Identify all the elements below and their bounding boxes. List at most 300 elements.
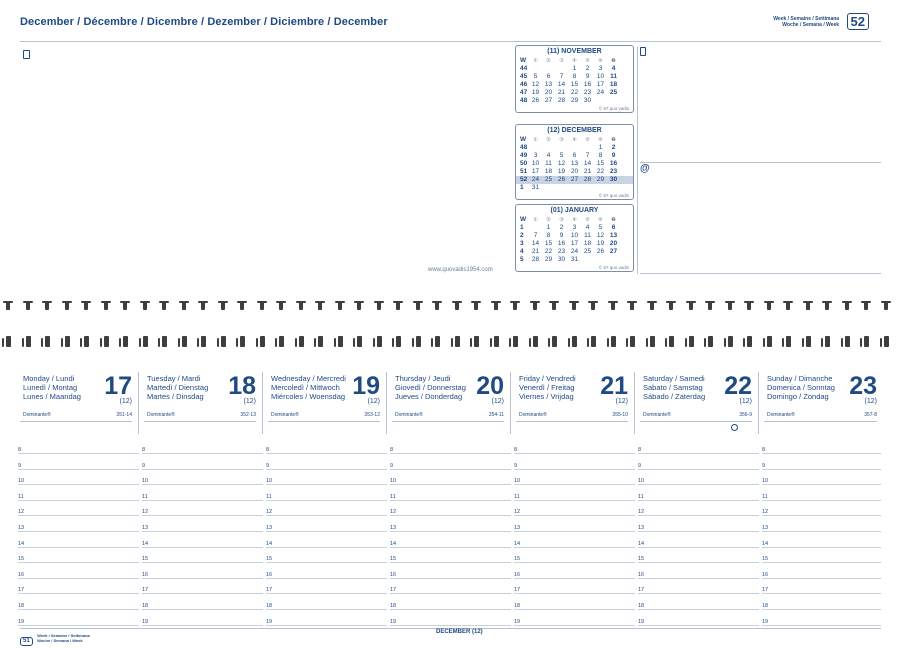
- day-names: [23, 374, 81, 401]
- hour-line[interactable]: [18, 578, 139, 579]
- hour-label: 19: [762, 618, 769, 625]
- mini-calendar-day: 13: [544, 81, 553, 88]
- mini-calendar-day: 28: [557, 97, 566, 104]
- hour-line[interactable]: [142, 515, 263, 516]
- hour-line[interactable]: [18, 531, 139, 532]
- mini-calendar-day: 8: [546, 232, 551, 239]
- mini-calendar-day: 5: [598, 224, 603, 231]
- mini-calendar-day: 25: [544, 176, 553, 183]
- mini-calendar-day: [542, 65, 555, 73]
- hour-line[interactable]: [638, 469, 759, 470]
- hour-line[interactable]: [390, 578, 511, 579]
- spiral-ring: [864, 302, 868, 310]
- hour-label: 12: [514, 509, 521, 516]
- spiral-ring: [26, 336, 31, 347]
- spiral-ring: [510, 301, 520, 303]
- mini-calendar-header-cell: ⑥: [598, 217, 603, 223]
- mini-calendar-week-number: 49: [520, 152, 528, 159]
- spiral-ring: [81, 301, 91, 303]
- hour-line[interactable]: [762, 593, 881, 594]
- mini-calendar-day: [542, 144, 555, 152]
- spiral-ring: [611, 302, 615, 310]
- hour-label: 8: [762, 447, 766, 453]
- spiral-ring: [627, 301, 637, 303]
- hour-line[interactable]: [142, 484, 263, 485]
- spiral-ring: [630, 336, 635, 347]
- hour-line[interactable]: [638, 515, 759, 516]
- hour-line[interactable]: [638, 578, 759, 579]
- mini-calendar-day: 17: [531, 168, 540, 175]
- spiral-ring: [845, 336, 850, 347]
- hour-line[interactable]: [142, 500, 263, 501]
- hour-line[interactable]: [762, 562, 881, 563]
- mini-calendar-day: 29: [544, 256, 553, 263]
- hour-line[interactable]: [18, 625, 139, 626]
- hour-line[interactable]: [266, 500, 387, 501]
- hour-label: 19: [266, 618, 273, 625]
- hour-line[interactable]: [638, 531, 759, 532]
- mini-calendar-day: 13: [570, 160, 579, 167]
- hour-line[interactable]: [514, 453, 635, 454]
- mini-calendar-week-number: 4: [520, 248, 524, 255]
- spiral-ring: [275, 338, 277, 347]
- hour-line[interactable]: [266, 469, 387, 470]
- mini-calendar-day: 25: [609, 89, 618, 96]
- hour-line[interactable]: [266, 593, 387, 594]
- day-number: 19: [352, 372, 380, 400]
- hour-line[interactable]: [18, 593, 139, 594]
- day-number: 18: [228, 372, 256, 400]
- day-header-divider: [764, 421, 877, 422]
- mini-calendar-day: 25: [583, 248, 592, 255]
- spiral-ring: [240, 302, 244, 310]
- day-header-divider: [144, 421, 256, 422]
- spiral-ring: [295, 338, 297, 347]
- hour-line[interactable]: [266, 484, 387, 485]
- hour-line[interactable]: [142, 578, 263, 579]
- spiral-ring: [45, 336, 50, 347]
- spiral-ring: [548, 338, 550, 347]
- mini-calendar-day: [529, 65, 542, 73]
- mini-calendar-day: 11: [610, 73, 617, 80]
- spiral-ring: [22, 338, 24, 347]
- spiral-ring: [201, 302, 205, 310]
- hour-label: 16: [762, 571, 769, 578]
- hour-line[interactable]: [514, 531, 635, 532]
- hour-line[interactable]: [390, 484, 511, 485]
- hour-label: 19: [18, 618, 25, 625]
- mini-calendar-header: [516, 216, 633, 224]
- spiral-ring: [318, 336, 323, 347]
- spiral-ring: [806, 336, 811, 347]
- spiral-ring: [6, 302, 10, 310]
- phone-notes-line: [640, 162, 881, 163]
- hour-line[interactable]: [514, 484, 635, 485]
- day-name-line: Lunedì / Montag: [23, 383, 78, 392]
- mini-calendar-day: [529, 224, 542, 232]
- spiral-ring: [705, 301, 715, 303]
- hour-label: 15: [638, 556, 645, 563]
- day-name-line: Martes / Dinsdag: [147, 392, 204, 401]
- spiral-ring: [178, 338, 180, 347]
- hour-label: 14: [142, 540, 149, 547]
- hour-label: 10: [762, 478, 769, 485]
- spiral-ring: [646, 338, 648, 347]
- mini-calendar-title: (11) NOVEMBER: [547, 48, 602, 55]
- hour-line[interactable]: [390, 515, 511, 516]
- hour-line[interactable]: [390, 625, 511, 626]
- mini-calendar-day: 18: [544, 168, 553, 175]
- hour-line[interactable]: [266, 609, 387, 610]
- hour-line[interactable]: [18, 500, 139, 501]
- mini-calendar-day: [555, 65, 568, 73]
- spiral-ring: [806, 302, 810, 310]
- week-label-line2: Woche / Semana / Week: [782, 21, 840, 28]
- spiral-ring: [26, 302, 30, 310]
- dominante-label: Dominante®: [519, 412, 547, 418]
- hour-line[interactable]: [390, 500, 511, 501]
- spiral-ring: [708, 336, 713, 347]
- mini-calendar-day: [555, 184, 568, 192]
- spiral-ring: [374, 301, 384, 303]
- hour-line[interactable]: [142, 625, 263, 626]
- hour-line[interactable]: [390, 531, 511, 532]
- hour-line[interactable]: [514, 500, 635, 501]
- week-number: 52: [847, 13, 869, 30]
- hour-line[interactable]: [18, 609, 139, 610]
- spiral-ring: [782, 338, 784, 347]
- spiral-ring: [198, 301, 208, 303]
- week-indicator: [773, 13, 869, 31]
- hour-line[interactable]: [514, 609, 635, 610]
- mini-calendar-day: 5: [559, 152, 564, 159]
- hour-label: 11: [390, 493, 396, 500]
- spiral-ring: [689, 302, 693, 310]
- spiral-ring: [587, 338, 589, 347]
- mini-calendar-day: 16: [557, 240, 566, 247]
- hour-line[interactable]: [638, 593, 759, 594]
- dominante-label: Dominante®: [147, 412, 175, 418]
- hour-line[interactable]: [142, 593, 263, 594]
- dominante-label: Dominante®: [395, 412, 423, 418]
- hour-line[interactable]: [762, 453, 881, 454]
- hour-label: 10: [390, 478, 397, 485]
- hour-line[interactable]: [514, 578, 635, 579]
- hour-line[interactable]: [142, 469, 263, 470]
- mini-calendar-day: 15: [570, 81, 579, 88]
- mini-calendar-week-number: 45: [520, 73, 528, 80]
- mini-calendar-footer: © 67 quo vadis: [598, 106, 629, 111]
- hour-label: 9: [762, 462, 766, 469]
- mini-calendar-week-row: [516, 152, 633, 160]
- spiral-ring: [533, 336, 538, 347]
- hour-line[interactable]: [390, 453, 511, 454]
- spiral-ring: [377, 336, 382, 347]
- hour-line[interactable]: [638, 562, 759, 563]
- spiral-ring: [299, 336, 304, 347]
- mini-calendar-day: 14: [557, 81, 566, 88]
- mini-calendar-day: 19: [531, 89, 540, 96]
- spiral-ring: [708, 302, 712, 310]
- day-header-17: [20, 372, 139, 434]
- hour-line[interactable]: [142, 547, 263, 548]
- hour-line[interactable]: [638, 453, 759, 454]
- spiral-ring: [451, 338, 453, 347]
- hour-line[interactable]: [266, 578, 387, 579]
- spiral-ring: [357, 336, 362, 347]
- hour-line[interactable]: [514, 515, 635, 516]
- spiral-ring: [533, 302, 537, 310]
- spiral-ring: [104, 302, 108, 310]
- hour-line[interactable]: [762, 547, 881, 548]
- spiral-ring: [182, 336, 187, 347]
- spiral-ring: [884, 336, 889, 347]
- contact-divider: [637, 47, 638, 274]
- mini-calendar-day: 18: [583, 240, 592, 247]
- hour-line[interactable]: [638, 500, 759, 501]
- mini-calendar-week-row: [516, 73, 633, 81]
- hour-line[interactable]: [18, 547, 139, 548]
- spiral-ring: [2, 338, 4, 347]
- mini-calendar-week-number: 48: [520, 97, 528, 104]
- hour-line[interactable]: [638, 609, 759, 610]
- spiral-ring: [474, 302, 478, 310]
- spiral-ring: [240, 336, 245, 347]
- hour-line[interactable]: [18, 453, 139, 454]
- hour-line[interactable]: [762, 609, 881, 610]
- hour-label: 11: [514, 493, 520, 500]
- mini-calendar-day: 11: [584, 232, 591, 239]
- mini-calendar-day: 8: [572, 73, 577, 80]
- hour-line[interactable]: [762, 469, 881, 470]
- hour-line[interactable]: [142, 453, 263, 454]
- spiral-ring: [100, 338, 102, 347]
- hour-line[interactable]: [514, 469, 635, 470]
- day-name-line: Sábado / Zaterdag: [643, 392, 706, 401]
- hour-line[interactable]: [18, 484, 139, 485]
- hour-line[interactable]: [390, 593, 511, 594]
- day-of-year-code: 353-12: [364, 412, 380, 418]
- spiral-ring: [607, 338, 609, 347]
- hour-line[interactable]: [390, 609, 511, 610]
- spiral-ring: [552, 336, 557, 347]
- hour-line[interactable]: [266, 547, 387, 548]
- website-text: www.quovadis1954.com: [428, 267, 493, 273]
- hour-line[interactable]: [266, 531, 387, 532]
- mini-calendar-day: 3: [598, 65, 603, 72]
- mini-calendar-title: (12) DECEMBER: [547, 127, 602, 134]
- hour-label: 12: [762, 509, 769, 516]
- spiral-ring: [412, 338, 414, 347]
- spiral-ring: [396, 336, 401, 347]
- hour-line[interactable]: [266, 625, 387, 626]
- hour-line[interactable]: [18, 469, 139, 470]
- hour-line[interactable]: [142, 531, 263, 532]
- hour-label: 17: [762, 587, 769, 594]
- spiral-ring: [669, 336, 674, 347]
- mini-calendar-day: 16: [583, 81, 592, 88]
- spiral-ring: [861, 301, 871, 303]
- mini-calendar-day: 12: [596, 232, 605, 239]
- spiral-ring: [825, 302, 829, 310]
- hour-line[interactable]: [762, 515, 881, 516]
- hour-line[interactable]: [266, 515, 387, 516]
- mini-calendar-day: [581, 256, 594, 264]
- day-name-line: Miércoles / Woensdag: [271, 392, 346, 401]
- hour-label: 17: [390, 587, 397, 594]
- mini-calendar-day: 8: [598, 152, 603, 159]
- spiral-ring: [455, 336, 460, 347]
- spiral-ring: [821, 338, 823, 347]
- day-name-line: Domingo / Zondag: [767, 392, 829, 401]
- hour-label: 10: [142, 478, 149, 485]
- hour-line[interactable]: [762, 500, 881, 501]
- day-header-23: [764, 372, 883, 434]
- hour-label: 12: [142, 509, 149, 516]
- hour-line[interactable]: [390, 469, 511, 470]
- day-header-divider: [640, 421, 752, 422]
- mini-calendar: [515, 204, 634, 272]
- mini-calendar-week-number: 5: [520, 256, 524, 263]
- mini-calendar-day: 28: [531, 256, 540, 263]
- spiral-ring: [588, 301, 598, 303]
- mini-calendar-day: 19: [557, 168, 566, 175]
- spiral-ring: [665, 338, 667, 347]
- spiral-ring: [123, 302, 127, 310]
- spiral-ring: [392, 338, 394, 347]
- hour-label: 14: [390, 540, 397, 547]
- mini-calendar-header-cell: ❼: [611, 217, 616, 223]
- day-of-year-code: 351-14: [116, 412, 132, 418]
- spiral-ring: [65, 302, 69, 310]
- hour-line[interactable]: [514, 593, 635, 594]
- hour-label: 14: [18, 540, 25, 547]
- hour-label: 16: [638, 571, 645, 578]
- hour-line[interactable]: [762, 484, 881, 485]
- hour-line[interactable]: [142, 609, 263, 610]
- spiral-ring: [822, 301, 832, 303]
- mini-calendar-day: 15: [596, 160, 605, 167]
- mini-calendar-day: 11: [545, 160, 552, 167]
- mini-calendar-day: 10: [531, 160, 540, 167]
- day-number: 21: [600, 372, 628, 400]
- hour-line[interactable]: [390, 562, 511, 563]
- mini-calendar-day: 6: [611, 224, 616, 231]
- spiral-ring: [123, 336, 128, 347]
- hour-label: 11: [266, 493, 272, 500]
- spiral-ring: [669, 302, 673, 310]
- hour-line[interactable]: [638, 547, 759, 548]
- hour-label: 12: [638, 509, 645, 516]
- hour-label: 14: [638, 540, 645, 547]
- spiral-ring: [786, 336, 791, 347]
- hour-label: 18: [266, 603, 273, 609]
- mini-calendar-day: [568, 184, 581, 192]
- footer-week-number: 51: [20, 637, 33, 646]
- mini-calendar-title: (01) JANUARY: [550, 207, 599, 214]
- hour-line[interactable]: [390, 547, 511, 548]
- mini-calendar-day: 9: [585, 73, 590, 80]
- mini-calendar-day: 12: [531, 81, 540, 88]
- spiral-ring: [435, 336, 440, 347]
- spiral-binding-bottom: [0, 334, 901, 348]
- mini-calendar-week-number: 47: [520, 89, 528, 96]
- hour-label: 9: [390, 462, 394, 469]
- mini-calendar-day: 30: [583, 97, 592, 104]
- spiral-ring: [413, 301, 423, 303]
- mini-calendar-day: 26: [557, 176, 566, 183]
- mini-calendar: [515, 45, 634, 113]
- hour-line[interactable]: [266, 562, 387, 563]
- hour-line[interactable]: [638, 625, 759, 626]
- spiral-ring: [650, 336, 655, 347]
- mini-calendar-week-row: [516, 256, 633, 264]
- spiral-ring: [491, 301, 501, 303]
- hour-line[interactable]: [514, 547, 635, 548]
- hour-line[interactable]: [762, 531, 881, 532]
- moon-phase-icon: [731, 424, 738, 431]
- spiral-ring: [3, 301, 13, 303]
- spiral-ring: [884, 302, 888, 310]
- spiral-ring: [260, 302, 264, 310]
- hour-label: 15: [266, 556, 273, 563]
- hour-line[interactable]: [762, 625, 881, 626]
- mini-calendar-day: 17: [596, 81, 605, 88]
- hour-line[interactable]: [514, 562, 635, 563]
- hour-line[interactable]: [18, 515, 139, 516]
- spiral-ring: [279, 302, 283, 310]
- spiral-ring: [334, 338, 336, 347]
- hour-label: 16: [142, 571, 149, 578]
- hour-label: 15: [514, 556, 521, 563]
- day-of-year-code: 354-11: [488, 412, 504, 418]
- hour-line[interactable]: [514, 625, 635, 626]
- hour-line[interactable]: [638, 484, 759, 485]
- day-number: 23: [849, 372, 877, 400]
- spiral-ring: [744, 301, 754, 303]
- hour-line[interactable]: [762, 578, 881, 579]
- day-number: 22: [724, 372, 752, 400]
- spiral-ring: [221, 336, 226, 347]
- hour-line[interactable]: [266, 453, 387, 454]
- spiral-ring: [101, 301, 111, 303]
- hour-label: 16: [266, 571, 273, 578]
- spiral-ring: [608, 301, 618, 303]
- mini-calendar-header: [516, 57, 633, 65]
- day-names: [395, 374, 466, 401]
- spiral-ring: [201, 336, 206, 347]
- spiral-ring: [237, 301, 247, 303]
- spiral-ring: [529, 338, 531, 347]
- mini-calendar-day: 22: [544, 248, 553, 255]
- spiral-ring: [725, 301, 735, 303]
- header-divider: [20, 41, 881, 42]
- mini-calendar-week-number: 52: [520, 176, 528, 183]
- mini-calendar-header-cell: W: [520, 136, 527, 143]
- spiral-ring: [23, 301, 33, 303]
- hour-line[interactable]: [18, 562, 139, 563]
- mini-calendar-week-number: 1: [520, 224, 524, 231]
- spiral-ring: [61, 338, 63, 347]
- mini-calendar-week-row: [516, 65, 633, 73]
- hour-line[interactable]: [142, 562, 263, 563]
- spiral-ring: [435, 302, 439, 310]
- spiral-ring: [236, 338, 238, 347]
- hour-label: 14: [266, 540, 273, 547]
- day-name-line: Domenica / Sonntag: [767, 383, 835, 392]
- spiral-ring: [221, 302, 225, 310]
- spiral-ring: [747, 336, 752, 347]
